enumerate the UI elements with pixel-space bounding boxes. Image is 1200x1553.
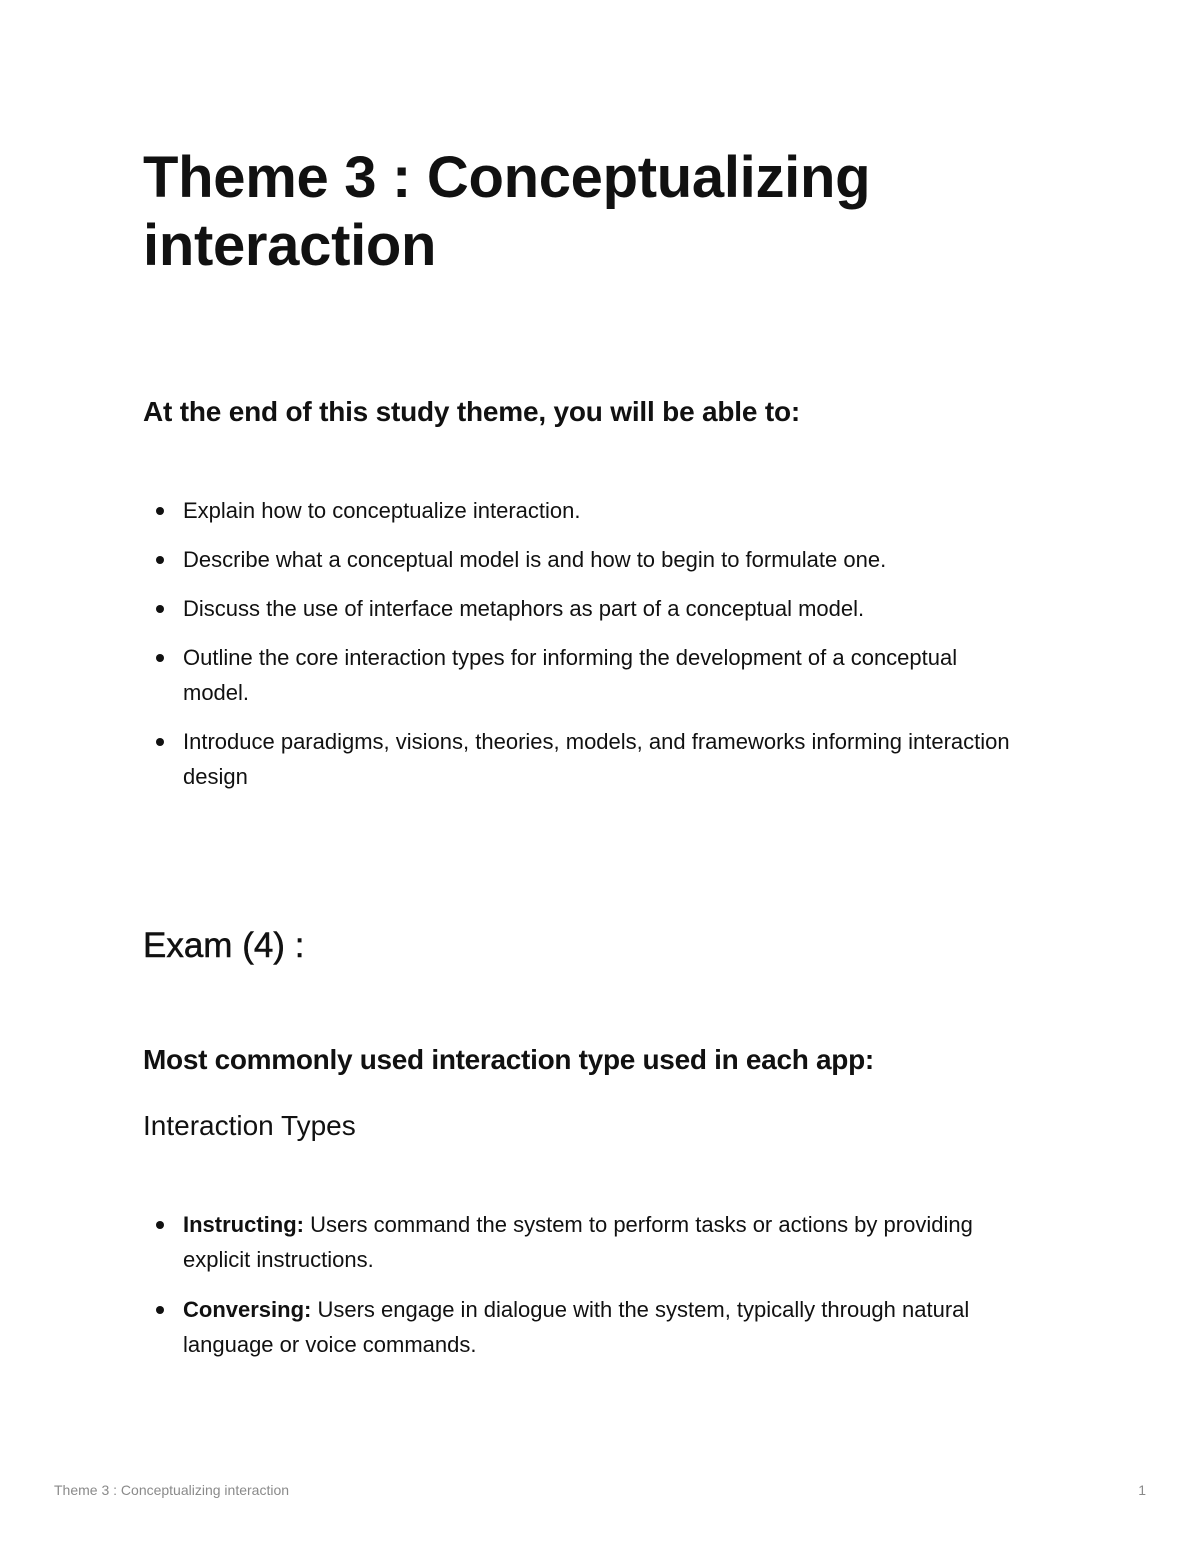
bullet-icon xyxy=(156,738,164,746)
interaction-types-list xyxy=(143,1207,1023,1377)
exam-heading: Exam (4) : xyxy=(143,926,305,965)
list-item-text: Discuss the use of interface metaphors as part of a conceptual model. xyxy=(183,596,865,621)
list-item xyxy=(143,591,1023,626)
bullet-icon xyxy=(156,556,164,564)
interaction-type-term: Instructing: xyxy=(183,1212,304,1237)
objectives-list xyxy=(143,493,1023,808)
interaction-type-term: Conversing: xyxy=(183,1297,312,1322)
bullet-icon xyxy=(156,654,164,662)
list-item xyxy=(143,640,1023,710)
list-item xyxy=(143,1292,1023,1362)
list-item-text: Outline the core interaction types for informing the development of a conceptual model. xyxy=(183,645,958,705)
objectives-heading: At the end of this study theme, you will be able to: xyxy=(143,396,800,427)
interaction-type-description: Users command the system to perform tasks or actions by providing explicit instructions. xyxy=(183,1212,973,1272)
list-item xyxy=(143,1207,1023,1277)
bullet-icon xyxy=(156,507,164,515)
list-item xyxy=(143,542,1023,577)
bullet-icon xyxy=(156,1306,164,1314)
list-item xyxy=(143,493,1023,528)
list-item-text: Explain how to conceptualize interaction. xyxy=(183,498,581,523)
bullet-icon xyxy=(156,1221,164,1229)
list-item-text: Introduce paradigms, visions, theories, models, and frameworks informing interaction design xyxy=(183,729,1010,789)
page-number: 1 xyxy=(1138,1482,1146,1498)
interaction-types-heading: Interaction Types xyxy=(143,1110,356,1141)
most-used-heading: Most commonly used interaction type used in each app: xyxy=(143,1044,874,1075)
footer-title: Theme 3 : Conceptualizing interaction xyxy=(54,1482,290,1498)
list-item xyxy=(143,724,1023,794)
page-title: Theme 3 : Conceptualizing interaction xyxy=(143,145,871,278)
list-item-text: Describe what a conceptual model is and how to begin to formulate one. xyxy=(183,547,887,572)
interaction-type-description: Users engage in dialogue with the system, typically through natural language or voice commands. xyxy=(183,1297,970,1357)
bullet-icon xyxy=(156,605,164,613)
